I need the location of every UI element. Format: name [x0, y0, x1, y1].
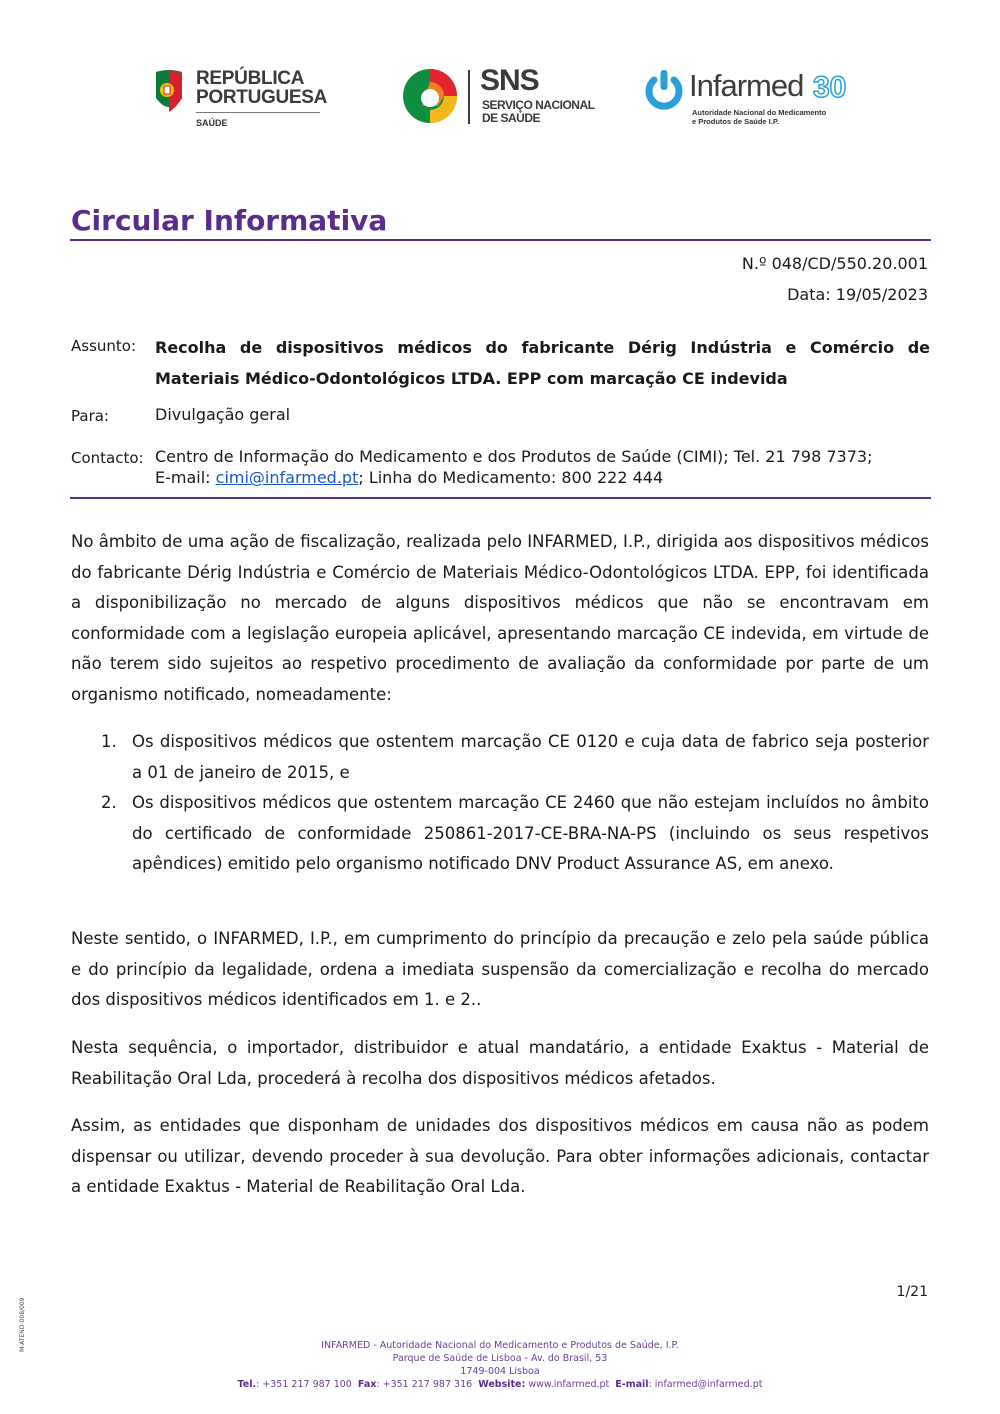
- body-paragraph-1: No âmbito de uma ação de fiscalização, realizada pelo INFARMED, I.P., dirigida aos dispositivos médicos do fabricante Dérig Indústria e Comércio de Materiais Médico-Odontológicos LTDA. EPP, foi identificada a disponibilização no mercado de alguns dispositivos médicos que não se encontravam em conformidade com a legislação europeia aplicável, apresentando marcação CE indevida, em virtude de não terem sido sujeitos ao respetivo procedimento de avaliação da conformidade por parte de um organismo notificado, nomeadamente:: [71, 532, 929, 704]
- republica-portuguesa-logo: [150, 66, 328, 132]
- logo-text-portuguesa: PORTUGUESA: [196, 87, 328, 108]
- anniversary-30-icon: [813, 70, 851, 102]
- list-item: [71, 727, 929, 788]
- sns-logo-subtext-2: DE SAÚDE: [482, 111, 541, 125]
- para-value: Divulgação geral: [155, 405, 291, 424]
- body-paragraph-3: Nesta sequência, o importador, distribuidor e atual mandatário, a entidade Exaktus - Material de Reabilitação Oral Lda, procederá à recolha dos dispositivos médicos afetados.: [71, 1038, 929, 1088]
- contacto-line-2: [155, 467, 930, 488]
- footer-tel: : +351 217 987 100: [256, 1379, 352, 1390]
- list-item-text: Os dispositivos médicos que ostentem marcação CE 2460 que não estejam incluídos no âmbito do certificado de conformidade 250861-2017-CE-BRA-NA-PS (incluindo os seus respetivos apêndices) emitido pelo organismo notificado DNV Product Assurance AS, em anexo.: [132, 793, 929, 874]
- footer-fax-label: Fax: [357, 1379, 377, 1390]
- infarmed-logo-subtext-2: e Produtos de Saúde I.P.: [692, 117, 779, 126]
- infarmed-logo-text: Infarmed: [689, 68, 804, 103]
- logo-text-republica: REPÚBLICA: [196, 68, 305, 89]
- sns-ring-icon: [400, 66, 460, 126]
- infarmed-logo: [643, 66, 858, 136]
- infarmed-power-icon: [643, 68, 685, 112]
- footer-address: Parque de Saúde de Lisboa - Av. do Brasil, 53: [392, 1353, 608, 1364]
- contact-email-link[interactable]: cimi@infarmed.pt: [215, 468, 359, 487]
- assunto-label: Assunto:: [71, 337, 137, 355]
- list-item-number: 2.: [101, 793, 117, 813]
- page-title: Circular Informativa: [71, 204, 388, 237]
- sns-logo-subtext-1: SERVIÇO NACIONAL: [482, 98, 595, 112]
- footer-web-label: Website:: [478, 1379, 526, 1390]
- page-number: 1/21: [896, 1284, 928, 1300]
- body-paragraph-4: Assim, as entidades que disponham de unidades dos dispositivos médicos em causa não as podem dispensar ou utilizar, devendo proceder à sua devolução. Para obter informações adicionais, contactar a entidade Exaktus - Material de Reabilitação Oral Lda.: [71, 1116, 929, 1197]
- footer-org-name: INFARMED - Autoridade Nacional do Medicamento e Produtos de Saúde, I.P.: [321, 1340, 679, 1351]
- footer-website-link[interactable]: www.infarmed.pt: [525, 1379, 610, 1390]
- contacto-suffix: ; Linha do Medicamento: 800 222 444: [358, 468, 664, 487]
- circular-number: N.º 048/CD/550.20.001: [741, 254, 928, 273]
- footer-email-link[interactable]: : infarmed@infarmed.pt: [648, 1379, 763, 1390]
- list-item-text: Os dispositivos médicos que ostentem marcação CE 0120 e cuja data de fabrico seja posterior a 01 de janeiro de 2015, e: [132, 732, 929, 782]
- title-divider: [70, 239, 931, 241]
- contacto-label: Contacto:: [71, 449, 144, 467]
- body-paragraph-2: Neste sentido, o INFARMED, I.P., em cumprimento do princípio da precaução e zelo pela saúde pública e do princípio da legalidade, ordena a imediata suspensão da comercialização e recolha do mercado dos dispositivos médicos identificados em 1. e 2..: [71, 929, 929, 1010]
- document-code: M-ATEND-008/009: [19, 1297, 26, 1352]
- logo-divider: [196, 112, 320, 113]
- email-prefix: E-mail:: [155, 468, 216, 487]
- sns-divider: [468, 70, 470, 124]
- sns-logo-text: SNS: [480, 64, 539, 97]
- numbered-list: [71, 727, 929, 880]
- assunto-value: Recolha de dispositivos médicos do fabricante Dérig Indústria e Comércio de Materiais Médico-Odontológicos LTDA. EPP com marcação CE indevida: [155, 338, 930, 388]
- para-label: Para:: [71, 407, 109, 425]
- portugal-emblem-icon: [152, 68, 186, 116]
- list-item: [71, 788, 929, 880]
- logo-text-saude: SAÚDE: [196, 118, 228, 128]
- contacto-line-1: Centro de Informação do Medicamento e dos Produtos de Saúde (CIMI); Tel. 21 798 7373;: [155, 447, 873, 466]
- footer-fax: : +351 217 987 316: [376, 1379, 473, 1390]
- header-divider: [70, 497, 931, 499]
- footer-email-label: E-mail: [615, 1379, 649, 1390]
- footer-postal: 1749-004 Lisboa: [460, 1366, 540, 1377]
- circular-date: Data: 19/05/2023: [787, 285, 928, 304]
- list-item-number: 1.: [101, 732, 117, 751]
- sns-logo: [400, 64, 595, 130]
- infarmed-logo-subtext-1: Autoridade Nacional do Medicamento: [692, 108, 827, 117]
- footer-contacts: [0, 1379, 1000, 1392]
- anniversary-30-text: 30: [813, 71, 847, 102]
- footer-tel-label: Tel.: [237, 1379, 257, 1390]
- contacto-value: [155, 446, 930, 488]
